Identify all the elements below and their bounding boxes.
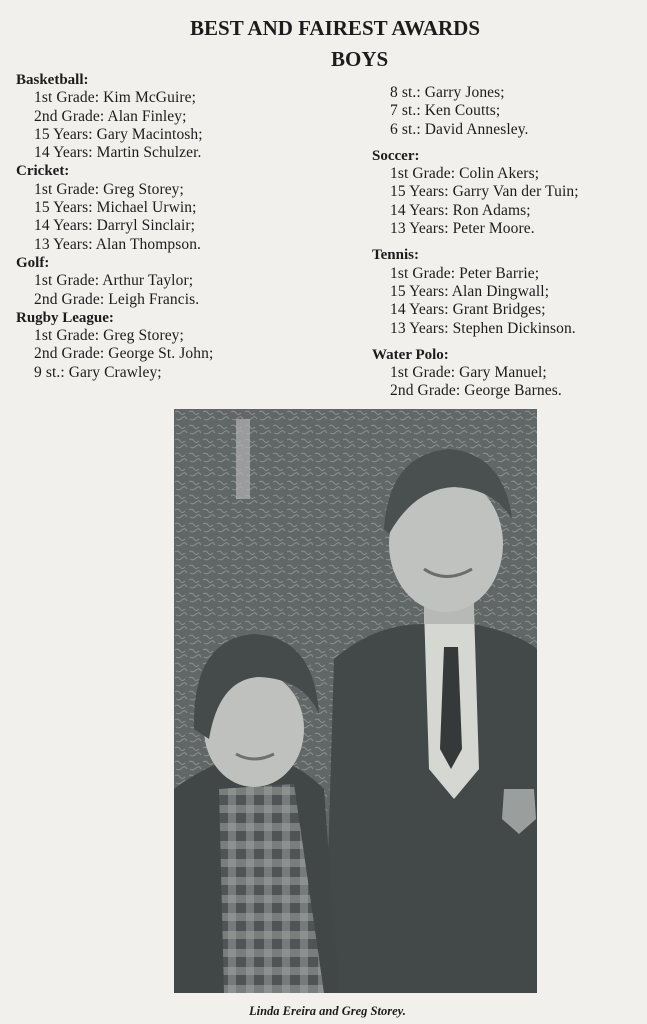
sport-section-golf [16, 254, 213, 309]
award-line: 8 st.: Garry Jones; [390, 84, 505, 101]
sport-heading: Water Polo: [372, 346, 449, 363]
award-line: 6 st.: David Annesley. [390, 120, 529, 138]
sport-heading: Basketball: [16, 72, 89, 88]
sport-heading: Tennis: [372, 247, 419, 264]
sport-heading: Golf: [16, 254, 50, 271]
award-line: 14 Years: Martin Schulzer. [34, 144, 202, 162]
award-line: 1st Grade: Greg Storey; [34, 180, 184, 198]
sport-section-rugby-league [16, 309, 213, 382]
award-line: 13 Years: Peter Moore. [390, 220, 535, 238]
right-column [372, 84, 579, 401]
page-subtitle: BOYS [331, 47, 389, 71]
award-line: 9 st.: Gary Crawley; [34, 363, 162, 381]
award-line: 15 Years: Garry Van der Tuin; [390, 183, 579, 201]
sport-section-water-polo [372, 346, 579, 401]
photo-illustration [174, 409, 537, 993]
award-line: 2nd Grade: Alan Finley; [34, 107, 187, 125]
award-line: 15 Years: Alan Dingwall; [390, 282, 550, 300]
award-line: 15 Years: Gary Macintosh; [34, 125, 203, 143]
page-title: BEST AND FAIREST AWARDS [190, 16, 481, 40]
award-line: 2nd Grade: George St. John; [34, 345, 214, 363]
award-line: 15 Years: Michael Urwin; [34, 199, 197, 217]
award-line: 1st Grade: Greg Storey; [34, 327, 184, 345]
photo-caption: Linda Ereira and Greg Storey. [249, 1004, 406, 1018]
sport-section-soccer [372, 147, 579, 238]
award-line: 1st Grade: Kim McGuire; [34, 89, 196, 107]
sport-section-cricket [16, 162, 213, 253]
award-line: 7 st.: Ken Coutts; [390, 102, 501, 120]
photo-grain [174, 409, 537, 993]
sport-section-basketball [16, 71, 213, 162]
sport-section-rugby-league-continued [372, 84, 579, 139]
award-line: 2nd Grade: George Barnes. [390, 382, 562, 400]
award-line: 1st Grade: Gary Manuel; [390, 364, 547, 382]
photograph [174, 409, 537, 993]
award-line: 13 Years: Alan Thompson. [34, 235, 202, 253]
award-line: 1st Grade: Colin Akers; [390, 165, 540, 183]
award-line: 14 Years: Ron Adams; [390, 201, 531, 219]
award-line: 13 Years: Stephen Dickinson. [390, 319, 576, 337]
award-line: 14 Years: Darryl Sinclair; [34, 217, 196, 235]
sport-heading: Soccer: [372, 147, 420, 164]
award-line: 14 Years: Grant Bridges; [390, 301, 546, 319]
sport-heading: Rugby League: [16, 309, 114, 326]
left-column [16, 71, 213, 382]
award-line: 2nd Grade: Leigh Francis. [34, 290, 200, 308]
award-line: 1st Grade: Peter Barrie; [390, 264, 540, 282]
sport-heading: Cricket: [16, 163, 70, 180]
award-line: 1st Grade: Arthur Taylor; [34, 272, 194, 290]
sport-section-tennis [372, 246, 579, 337]
